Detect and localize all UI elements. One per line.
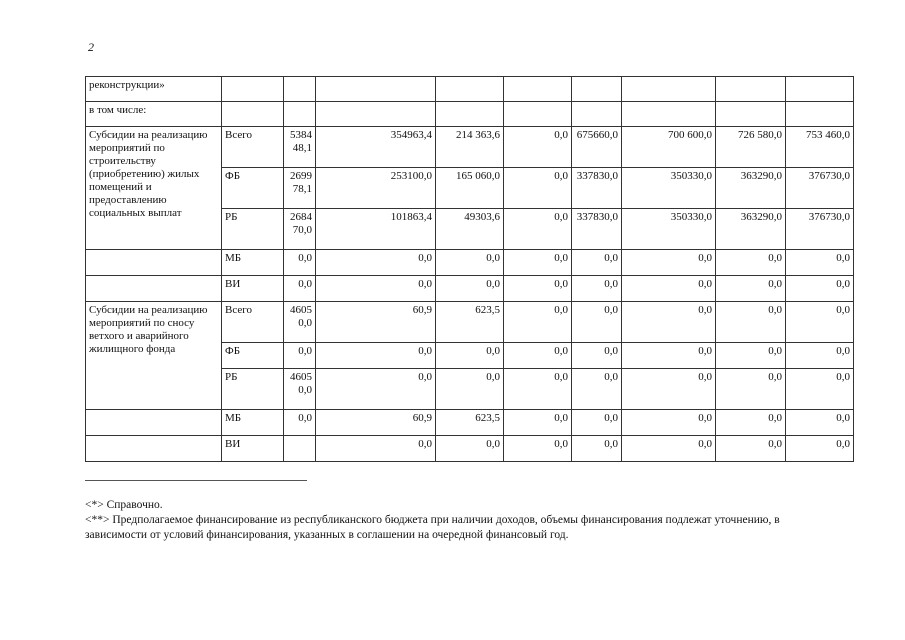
- footnotes: [85, 498, 805, 543]
- table-cell: 753 460,0: [786, 127, 854, 168]
- funding-source: ФБ: [222, 168, 284, 209]
- table-cell: 0,0: [504, 276, 572, 302]
- table-cell: 46050,0: [284, 302, 316, 343]
- table-cell: [284, 436, 316, 462]
- table-cell: 0,0: [786, 343, 854, 369]
- footnote-reference: <*> Справочно.: [85, 499, 163, 511]
- table-cell: 0,0: [504, 209, 572, 250]
- table-cell: 165 060,0: [436, 168, 504, 209]
- table-cell: 0,0: [316, 436, 436, 462]
- table-cell: 538448,1: [284, 127, 316, 168]
- table-cell: 623,5: [436, 302, 504, 343]
- table-cell: 0,0: [572, 343, 622, 369]
- funding-source: РБ: [222, 209, 284, 250]
- table-cell: 0,0: [622, 343, 716, 369]
- table-cell: 0,0: [436, 250, 504, 276]
- table-cell: 0,0: [572, 250, 622, 276]
- table-cell: 337830,0: [572, 168, 622, 209]
- table-cell: 0,0: [622, 276, 716, 302]
- table-cell: 0,0: [786, 276, 854, 302]
- table-cell: 0,0: [716, 436, 786, 462]
- table-cell: 0,0: [622, 410, 716, 436]
- table-cell: 0,0: [316, 343, 436, 369]
- table-cell: 350330,0: [622, 209, 716, 250]
- table-cell: 49303,6: [436, 209, 504, 250]
- table-cell: 0,0: [716, 276, 786, 302]
- financing-table: [85, 76, 854, 462]
- funding-source: Всего: [222, 302, 284, 343]
- table-cell: 60,9: [316, 302, 436, 343]
- table-cell: 700 600,0: [622, 127, 716, 168]
- table-cell: 0,0: [284, 250, 316, 276]
- funding-source: ВИ: [222, 436, 284, 462]
- page-number: 2: [88, 40, 94, 54]
- table-cell: 268470,0: [284, 209, 316, 250]
- table-cell: 0,0: [572, 302, 622, 343]
- table-cell: 0,0: [716, 410, 786, 436]
- funding-source: МБ: [222, 410, 284, 436]
- table-cell: 354963,4: [316, 127, 436, 168]
- table-cell: 623,5: [436, 410, 504, 436]
- table-cell: 0,0: [316, 369, 436, 410]
- table-cell: 0,0: [436, 343, 504, 369]
- table-cell: 0,0: [436, 276, 504, 302]
- table-cell: 0,0: [786, 369, 854, 410]
- table-cell: 0,0: [504, 369, 572, 410]
- table-row: [86, 77, 854, 102]
- measure-name: Субсидии на реализацию мероприятий по строительству (приобретению) жилых помещений и предоставлению социальных выплат: [86, 127, 222, 250]
- table-cell: 0,0: [786, 302, 854, 343]
- table-cell: 60,9: [316, 410, 436, 436]
- table-cell: 350330,0: [622, 168, 716, 209]
- table-cell: 101863,4: [316, 209, 436, 250]
- table-cell: 214 363,6: [436, 127, 504, 168]
- table-cell: 46050,0: [284, 369, 316, 410]
- table-cell: 0,0: [284, 343, 316, 369]
- table-cell: 0,0: [716, 250, 786, 276]
- table-cell: 0,0: [504, 436, 572, 462]
- table-cell: 0,0: [786, 436, 854, 462]
- funding-source: РБ: [222, 369, 284, 410]
- table-row: [86, 250, 854, 276]
- table-row: [86, 436, 854, 462]
- table-row: [86, 102, 854, 127]
- table-cell: 0,0: [284, 410, 316, 436]
- table-cell: 0,0: [316, 250, 436, 276]
- table-cell: 0,0: [622, 436, 716, 462]
- table-cell: 0,0: [622, 302, 716, 343]
- table-cell: 0,0: [316, 276, 436, 302]
- table-cell: 0,0: [622, 369, 716, 410]
- table-cell: 726 580,0: [716, 127, 786, 168]
- table-cell: 0,0: [436, 369, 504, 410]
- row-label: реконструкции»: [86, 77, 222, 102]
- table-cell: 0,0: [436, 436, 504, 462]
- table-cell: 0,0: [572, 276, 622, 302]
- table-cell: 0,0: [504, 410, 572, 436]
- table-cell: 363290,0: [716, 209, 786, 250]
- funding-source: ВИ: [222, 276, 284, 302]
- table-cell: 0,0: [786, 410, 854, 436]
- table-cell: 337830,0: [572, 209, 622, 250]
- table-row: [86, 410, 854, 436]
- table-cell: 0,0: [284, 276, 316, 302]
- funding-source: Всего: [222, 127, 284, 168]
- table-cell: 269978,1: [284, 168, 316, 209]
- table-cell: 0,0: [622, 250, 716, 276]
- table-cell: 376730,0: [786, 209, 854, 250]
- table-cell: 0,0: [504, 302, 572, 343]
- row-label: в том числе:: [86, 102, 222, 127]
- footnote-divider: [85, 480, 307, 481]
- funding-source: ФБ: [222, 343, 284, 369]
- table-row: [86, 276, 854, 302]
- table-cell: 0,0: [786, 250, 854, 276]
- footnote-financing: <**> Предполагаемое финансирование из республиканского бюджета при наличии доходов, объемы финансирования подлежат уточнению, в зависимости от условий финансирования, указанных в соглашении на очередной финансовый год.: [85, 514, 780, 541]
- table-cell: 0,0: [504, 250, 572, 276]
- table-row: [86, 302, 854, 343]
- table-cell: 376730,0: [786, 168, 854, 209]
- table-cell: 675660,0: [572, 127, 622, 168]
- table-cell: 0,0: [716, 369, 786, 410]
- table-row: [86, 127, 854, 168]
- measure-name: Субсидии на реализацию мероприятий по сносу ветхого и аварийного жилищного фонда: [86, 302, 222, 410]
- table-cell: 0,0: [572, 410, 622, 436]
- table-cell: 0,0: [572, 436, 622, 462]
- table-cell: 0,0: [716, 343, 786, 369]
- table-cell: 0,0: [504, 343, 572, 369]
- funding-source: МБ: [222, 250, 284, 276]
- table-cell: 253100,0: [316, 168, 436, 209]
- table-cell: 363290,0: [716, 168, 786, 209]
- table-cell: 0,0: [504, 127, 572, 168]
- table-cell: 0,0: [572, 369, 622, 410]
- table-cell: 0,0: [716, 302, 786, 343]
- table-cell: 0,0: [504, 168, 572, 209]
